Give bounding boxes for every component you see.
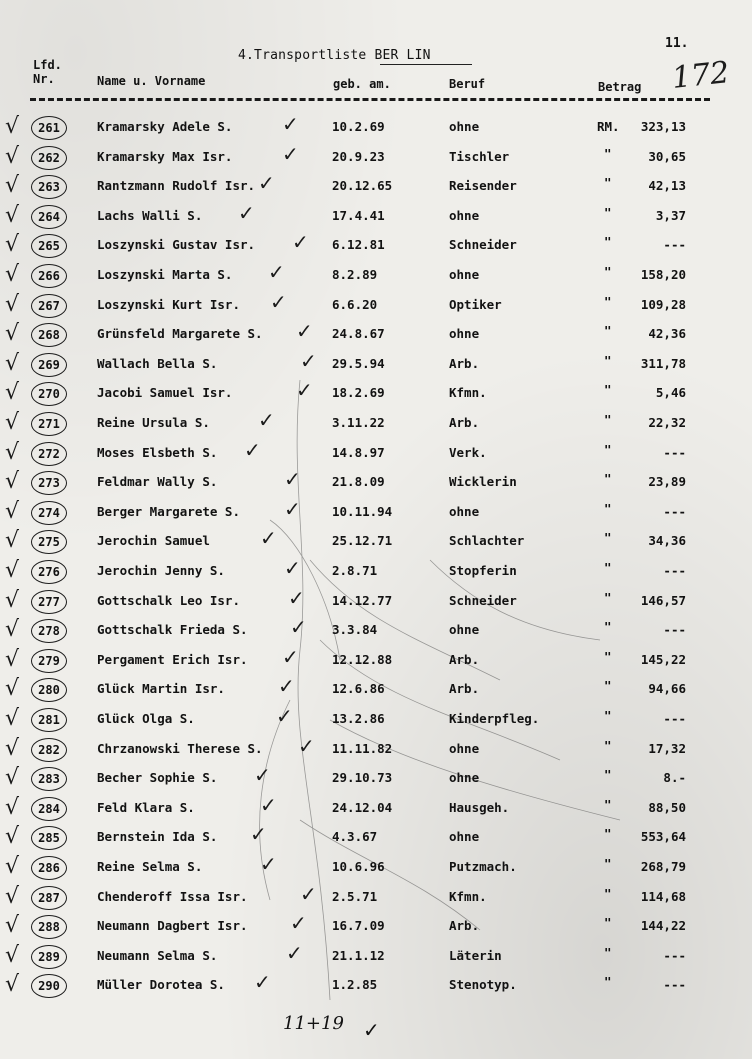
handwritten-note: 11+19 [283, 1013, 344, 1034]
birth-date: 12.6.86 [332, 681, 385, 697]
person-name: Jerochin Samuel [97, 533, 210, 549]
currency-mark: " [604, 826, 612, 842]
person-name: Wallach Bella S. [97, 355, 218, 371]
amount: --- [663, 563, 686, 578]
column-header-nr: Nr. [33, 72, 55, 86]
table-row [0, 437, 752, 471]
amount: 109,28 [640, 296, 686, 312]
tick-mark-icon: ✓ [254, 970, 271, 995]
occupation: Arb. [449, 415, 480, 430]
tick-mark-icon: ✓ [300, 348, 317, 373]
amount: 17,32 [648, 740, 686, 756]
table-row [0, 467, 752, 500]
birth-date: 10.2.69 [332, 119, 385, 134]
check-mark-icon: √ [5, 350, 20, 376]
person-name: Pergament Erich Isr. [97, 651, 248, 667]
tick-mark-icon: ✓ [298, 733, 315, 758]
table-row [0, 141, 752, 175]
amount: --- [663, 503, 686, 519]
birth-date: 24.8.67 [332, 326, 385, 342]
currency-mark: " [604, 619, 612, 635]
amount: 144,22 [640, 918, 686, 934]
amount: 158,20 [640, 267, 686, 282]
table-row [0, 408, 752, 441]
amount: 88,50 [648, 799, 686, 815]
occupation: ohne [449, 119, 480, 134]
person-name: Feldmar Wally S. [97, 474, 218, 490]
amount: 22,32 [648, 415, 686, 430]
tick-mark-icon: ✓ [282, 141, 299, 166]
check-mark-icon: √ [5, 794, 20, 820]
birth-date: 11.11.82 [332, 740, 393, 756]
birth-date: 2.5.71 [332, 888, 378, 904]
person-name: Jerochin Jenny S. [97, 563, 225, 578]
amount: 3,37 [655, 207, 686, 223]
tick-mark-icon: ✓ [290, 911, 307, 936]
table-row [0, 822, 752, 855]
row-number: 275 [31, 530, 67, 554]
currency-mark: " [604, 856, 612, 871]
row-number: 270 [31, 382, 67, 406]
table-row [0, 171, 752, 204]
table-row [0, 792, 752, 826]
title-underline [380, 64, 472, 65]
amount: --- [663, 622, 686, 638]
check-mark-icon: √ [5, 676, 20, 702]
birth-date: 6.12.81 [332, 237, 385, 253]
check-mark-icon: √ [5, 735, 20, 761]
check-mark-icon: √ [5, 558, 20, 583]
currency-mark: " [604, 648, 612, 664]
tick-mark-icon: ✓ [282, 112, 299, 136]
birth-date: 4.3.67 [332, 829, 378, 845]
row-number: 276 [31, 560, 67, 584]
occupation: Putzmach. [449, 859, 517, 874]
tick-mark-icon: ✓ [288, 585, 305, 610]
birth-date: 13.2.86 [332, 711, 385, 726]
person-name: Reine Ursula S. [97, 415, 210, 430]
amount: 23,89 [648, 474, 686, 490]
currency-mark: " [604, 264, 612, 279]
amount: 8.- [663, 770, 686, 786]
person-name: Müller Dorotea S. [97, 977, 225, 993]
row-number: 289 [31, 945, 67, 969]
tick-mark-icon: ✓ [238, 200, 255, 225]
currency-mark: " [604, 530, 612, 546]
tick-mark-icon: ✓ [258, 171, 275, 196]
row-number: 267 [31, 294, 67, 318]
person-name: Berger Margarete S. [97, 503, 240, 519]
occupation: ohne [449, 829, 480, 845]
birth-date: 3.11.22 [332, 415, 385, 430]
tick-mark-icon: ✓ [290, 615, 307, 640]
check-mark-icon: √ [5, 498, 20, 524]
table-row [0, 348, 752, 382]
occupation: Arb. [449, 681, 480, 697]
currency-mark: " [604, 175, 612, 191]
table-row [0, 112, 752, 145]
amount: 5,46 [655, 385, 686, 401]
page-number: 11. [665, 36, 689, 51]
column-header-amount: Betrag [598, 80, 642, 94]
table-row [0, 378, 752, 411]
check-mark-icon: √ [5, 380, 20, 406]
table-row [0, 704, 752, 737]
currency-mark: " [604, 796, 612, 812]
row-number: 287 [31, 886, 67, 910]
row-number: 274 [31, 501, 67, 525]
occupation: ohne [449, 770, 480, 786]
row-number: 263 [31, 175, 67, 199]
table-row [0, 852, 752, 885]
currency-mark: " [604, 145, 612, 161]
occupation: ohne [449, 267, 480, 282]
occupation: Stopferin [449, 563, 517, 578]
amount: --- [663, 711, 686, 726]
person-name: Moses Elsbeth S. [97, 444, 218, 460]
tick-mark-icon: ✓ [286, 940, 303, 965]
check-mark-icon: √ [5, 617, 20, 643]
amount: --- [663, 977, 686, 993]
currency-mark: " [604, 944, 612, 960]
row-number: 290 [31, 974, 67, 998]
check-mark-icon: √ [5, 439, 20, 465]
check-mark-icon: √ [5, 972, 20, 998]
amount: 268,79 [640, 859, 686, 874]
check-mark-icon: √ [5, 262, 20, 287]
column-header-birthdate: geb. am. [333, 77, 391, 91]
row-number: 261 [31, 116, 67, 140]
table-row [0, 260, 752, 293]
currency-mark: " [604, 412, 612, 427]
tick-mark-icon: ✓ [260, 526, 277, 551]
currency-mark: " [604, 915, 612, 931]
amount: 94,66 [648, 681, 686, 697]
birth-date: 24.12.04 [332, 799, 393, 815]
birth-date: 17.4.41 [332, 207, 385, 223]
row-number: 285 [31, 826, 67, 850]
occupation: Schneider [449, 237, 517, 253]
birth-date: 10.6.96 [332, 859, 385, 874]
tick-mark-icon: ✓ [260, 792, 277, 817]
check-mark-icon: √ [5, 232, 20, 258]
row-number: 273 [31, 471, 67, 495]
currency-mark: " [604, 678, 612, 694]
currency-mark: RM. [597, 119, 620, 134]
header-divider [30, 98, 710, 101]
check-mark-icon: √ [5, 143, 20, 169]
check-mark-icon: √ [5, 706, 20, 731]
amount: 30,65 [648, 148, 686, 164]
tick-mark-icon: ✓ [270, 289, 287, 314]
table-row [0, 496, 752, 530]
birth-date: 12.12.88 [332, 651, 393, 667]
check-mark-icon: √ [5, 854, 20, 879]
occupation: Stenotyp. [449, 977, 517, 993]
currency-mark: " [604, 560, 612, 575]
row-number: 266 [31, 264, 67, 288]
person-name: Loszynski Gustav Isr. [97, 237, 256, 253]
occupation: Arb. [449, 918, 480, 934]
row-number: 278 [31, 619, 67, 643]
occupation: ohne [449, 503, 480, 519]
birth-date: 14.8.97 [332, 444, 385, 460]
occupation: Arb. [449, 355, 480, 371]
table-row [0, 319, 752, 352]
amount: --- [663, 444, 686, 460]
tick-mark-icon: ✓ [260, 852, 277, 876]
occupation: ohne [449, 622, 480, 638]
table-row [0, 674, 752, 707]
person-name: Neumann Selma S. [97, 947, 218, 963]
currency-mark: " [604, 293, 612, 309]
birth-date: 3.3.84 [332, 622, 378, 638]
person-name: Becher Sophie S. [97, 770, 218, 786]
person-name: Gottschalk Frieda S. [97, 622, 248, 638]
birth-date: 2.8.71 [332, 563, 378, 578]
tick-mark-icon: ✓ [296, 319, 313, 344]
row-number: 269 [31, 353, 67, 377]
birth-date: 18.2.69 [332, 385, 385, 401]
person-name: Chenderoff Issa Isr. [97, 888, 248, 904]
occupation: Verk. [449, 444, 487, 460]
check-mark-icon: √ [5, 883, 20, 909]
currency-mark: " [604, 708, 612, 723]
person-name: Chrzanowski Therese S. [97, 740, 263, 756]
amount: 553,64 [640, 829, 686, 845]
table-row [0, 556, 752, 589]
currency-mark: " [604, 471, 612, 487]
occupation: ohne [449, 740, 480, 756]
occupation: Reisender [449, 178, 517, 194]
row-number: 288 [31, 915, 67, 939]
row-number: 262 [31, 146, 67, 170]
currency-mark: " [604, 589, 612, 605]
row-number: 280 [31, 678, 67, 702]
table-row [0, 733, 752, 767]
amount: 145,22 [640, 651, 686, 667]
currency-mark: " [604, 323, 612, 339]
birth-date: 8.2.89 [332, 267, 378, 282]
row-number: 272 [31, 442, 67, 466]
occupation: Tischler [449, 148, 510, 164]
check-mark-icon: √ [5, 587, 20, 613]
check-mark-icon: √ [5, 469, 20, 495]
occupation: Schneider [449, 592, 517, 608]
column-header-lfd: Lfd. [33, 58, 62, 72]
amount: 311,78 [640, 355, 686, 371]
row-number: 282 [31, 738, 67, 762]
check-mark-icon: √ [5, 765, 20, 791]
tick-mark-icon: ✓ [296, 378, 313, 403]
table-row [0, 970, 752, 1003]
table-row [0, 881, 752, 915]
row-number: 271 [31, 412, 67, 436]
birth-date: 1.2.85 [332, 977, 378, 993]
check-mark-icon: √ [5, 173, 20, 199]
person-name: Feld Klara S. [97, 799, 195, 815]
check-mark-icon: √ [5, 824, 20, 850]
row-number: 265 [31, 234, 67, 258]
tick-mark-icon: ✓ [282, 644, 299, 669]
birth-date: 10.11.94 [332, 503, 393, 519]
currency-mark: " [604, 885, 612, 901]
row-number: 268 [31, 323, 67, 347]
occupation: ohne [449, 326, 480, 342]
amount: 114,68 [640, 888, 686, 904]
occupation: Läterin [449, 947, 502, 963]
column-header-name: Name u. Vorname [97, 74, 206, 88]
row-number: 284 [31, 797, 67, 821]
person-name: Rantzmann Rudolf Isr. [97, 178, 256, 194]
table-row [0, 644, 752, 678]
person-name: Reine Selma S. [97, 859, 203, 874]
birth-date: 29.5.94 [332, 355, 385, 371]
person-name: Loszynski Kurt Isr. [97, 296, 240, 312]
page-title: 4.Transportliste BER LIN [238, 48, 431, 63]
handwritten-number: 172 [670, 55, 731, 96]
check-mark-icon: √ [5, 291, 20, 317]
check-mark-icon: √ [5, 321, 20, 347]
birth-date: 20.9.23 [332, 148, 385, 164]
occupation: Kfmn. [449, 888, 487, 904]
tick-mark-icon: ✓ [300, 881, 317, 906]
person-name: Glück Olga S. [97, 711, 195, 726]
table-row [0, 911, 752, 944]
table-row [0, 615, 752, 648]
check-mark-icon: ✓ [363, 1018, 380, 1042]
birth-date: 25.12.71 [332, 533, 393, 549]
currency-mark: " [604, 974, 612, 990]
birth-date: 16.7.09 [332, 918, 385, 934]
check-mark-icon: √ [5, 410, 20, 435]
occupation: Arb. [449, 651, 480, 667]
person-name: Grünsfeld Margarete S. [97, 326, 263, 342]
currency-mark: " [604, 352, 612, 368]
person-name: Kramarsky Adele S. [97, 119, 233, 134]
check-mark-icon: √ [5, 528, 20, 554]
amount: 146,57 [640, 592, 686, 608]
row-number: 286 [31, 856, 67, 880]
person-name: Bernstein Ida S. [97, 829, 218, 845]
row-number: 279 [31, 649, 67, 673]
table-row [0, 763, 752, 796]
amount: 42,13 [648, 178, 686, 194]
row-number: 281 [31, 708, 67, 732]
person-name: Loszynski Marta S. [97, 267, 233, 282]
birth-date: 6.6.20 [332, 296, 378, 312]
occupation: Schlachter [449, 533, 525, 549]
check-mark-icon: √ [5, 114, 20, 139]
birth-date: 29.10.73 [332, 770, 393, 786]
person-name: Jacobi Samuel Isr. [97, 385, 233, 401]
birth-date: 21.8.09 [332, 474, 385, 490]
currency-mark: " [604, 500, 612, 516]
row-number: 283 [31, 767, 67, 791]
row-number: 277 [31, 590, 67, 614]
tick-mark-icon: ✓ [278, 674, 295, 699]
table-row [0, 200, 752, 234]
birth-date: 20.12.65 [332, 178, 393, 194]
person-name: Neumann Dagbert Isr. [97, 918, 248, 934]
person-name: Lachs Walli S. [97, 207, 203, 223]
currency-mark: " [604, 204, 612, 220]
person-name: Glück Martin Isr. [97, 681, 225, 697]
birth-date: 14.12.77 [332, 592, 393, 608]
tick-mark-icon: ✓ [284, 496, 301, 521]
currency-mark: " [604, 234, 612, 250]
table-row [0, 526, 752, 559]
currency-mark: " [604, 441, 612, 457]
tick-mark-icon: ✓ [254, 763, 271, 788]
tick-mark-icon: ✓ [284, 467, 301, 492]
table-row [0, 230, 752, 263]
occupation: Kinderpfleg. [449, 711, 540, 726]
person-name: Gottschalk Leo Isr. [97, 592, 240, 608]
occupation: Optiker [449, 296, 502, 312]
occupation: Hausgeh. [449, 799, 510, 815]
occupation: Kfmn. [449, 385, 487, 401]
occupation: Wicklerin [449, 474, 517, 490]
table-row [0, 940, 752, 974]
amount: 323,13 [640, 119, 686, 134]
amount: --- [663, 237, 686, 253]
currency-mark: " [604, 767, 612, 783]
table-row [0, 585, 752, 619]
row-number: 264 [31, 205, 67, 229]
tick-mark-icon: ✓ [244, 437, 261, 462]
birth-date: 21.1.12 [332, 947, 385, 963]
currency-mark: " [604, 737, 612, 753]
occupation: ohne [449, 207, 480, 223]
check-mark-icon: √ [5, 913, 20, 939]
amount: 34,36 [648, 533, 686, 549]
tick-mark-icon: ✓ [268, 260, 285, 284]
check-mark-icon: √ [5, 942, 20, 968]
table-row [0, 289, 752, 323]
person-name: Kramarsky Max Isr. [97, 148, 233, 164]
check-mark-icon: √ [5, 646, 20, 672]
tick-mark-icon: ✓ [258, 408, 275, 432]
tick-mark-icon: ✓ [284, 556, 301, 580]
column-header-occupation: Beruf [449, 77, 486, 91]
amount: --- [663, 947, 686, 963]
check-mark-icon: √ [5, 202, 20, 228]
tick-mark-icon: ✓ [292, 230, 309, 255]
currency-mark: " [604, 382, 612, 398]
tick-mark-icon: ✓ [250, 822, 267, 847]
tick-mark-icon: ✓ [276, 704, 293, 728]
amount: 42,36 [648, 326, 686, 342]
